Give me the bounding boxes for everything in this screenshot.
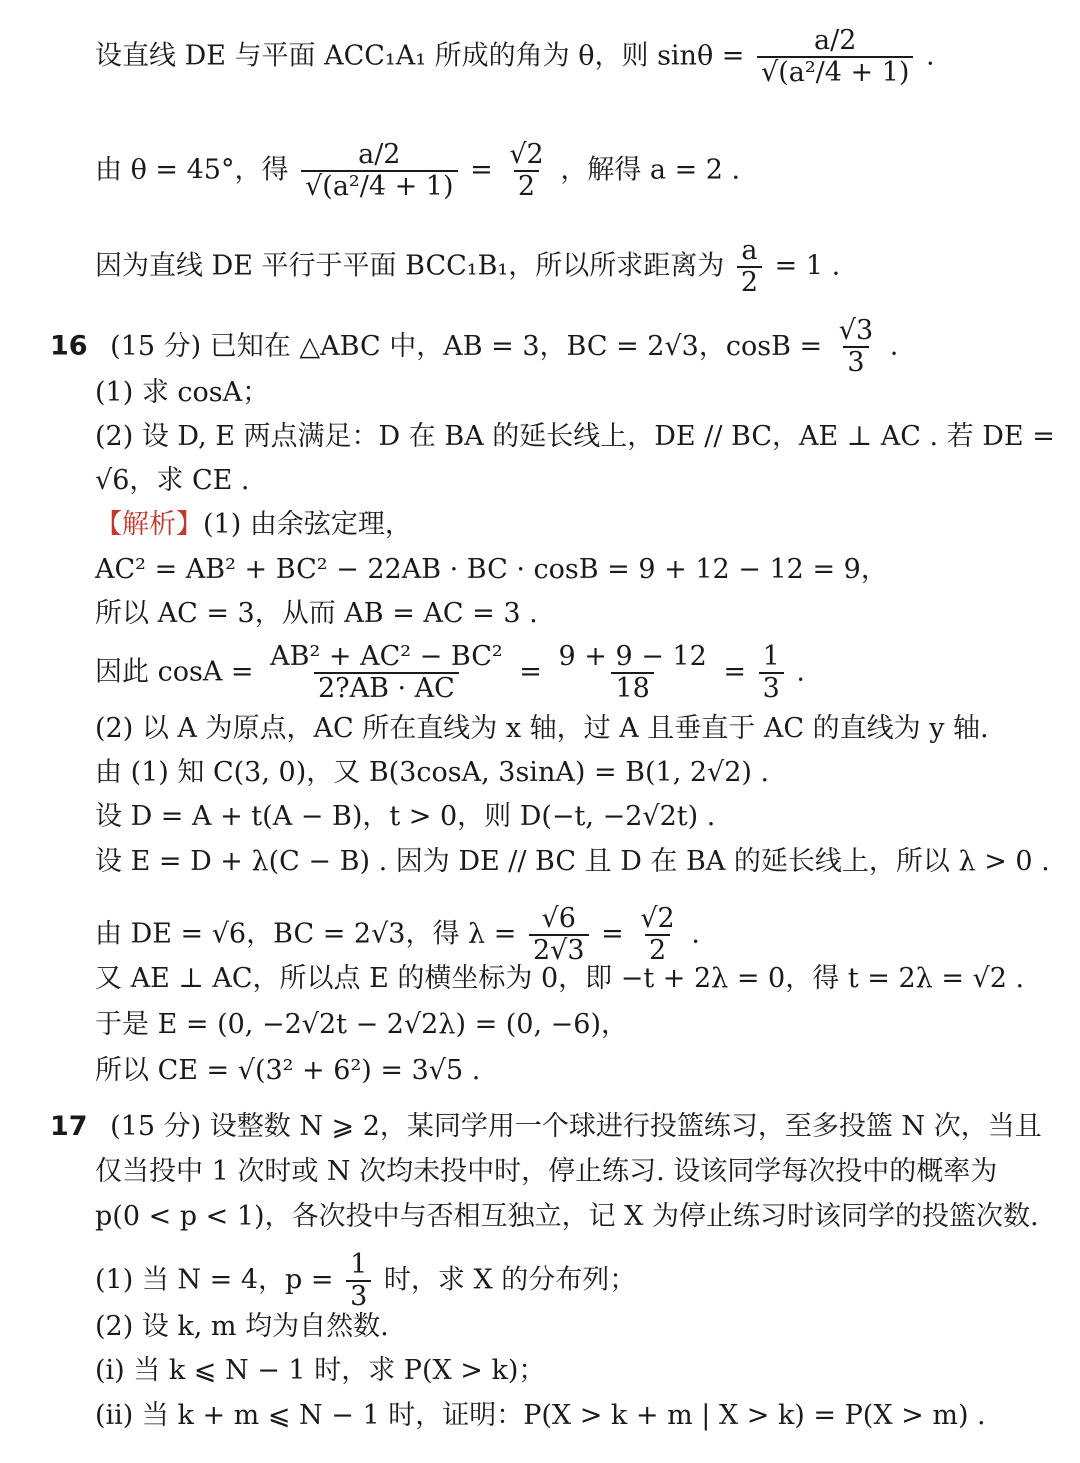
fraction — [636, 904, 678, 966]
solution-tag: 【解析】 — [95, 509, 203, 540]
fraction-numerator: a — [741, 235, 758, 266]
fraction-numerator: √6 — [541, 903, 576, 934]
fraction — [554, 642, 710, 704]
question-17-stem-cont: 仅当投中 1 次时或 N 次均未投中时，停止练习. 设该同学每次投中的概率为 — [95, 1156, 998, 1187]
solution-line: AC² = AB² + BC² − 22AB · BC · cosB = 9 + 12 − 12 = 9， — [95, 554, 888, 585]
fraction-denominator: 18 — [611, 672, 653, 704]
fraction — [757, 26, 913, 88]
question-17-part-2-ii: (ii) 当 k + m ⩽ N − 1 时，证明：P(X > k + m | X > k) = P(X > m) . — [95, 1400, 986, 1431]
fraction-denominator: 2 — [737, 266, 762, 298]
fraction-numerator: 9 + 9 − 12 — [558, 641, 707, 672]
line-text: (1) 当 N = 4，p = — [95, 1264, 334, 1296]
solution-line: 由 (1) 知 C(3, 0)，又 B(3cosA, 3sinA) = B(1, 2√2) . — [95, 757, 770, 788]
equals-sign: = — [723, 656, 746, 688]
question-17-part-1 — [95, 1250, 636, 1312]
fraction-denominator: √(a²/4 + 1) — [757, 56, 913, 88]
fraction-denominator: 2 — [645, 934, 670, 966]
solution-line-lambda — [95, 904, 700, 966]
solution-line: (2) 以 A 为原点，AC 所在直线为 x 轴，过 A 且垂直于 AC 的直线为 y 轴. — [95, 713, 989, 744]
line-end: = 1 . — [774, 250, 841, 282]
fraction-numerator: a/2 — [814, 25, 857, 56]
fraction — [759, 642, 784, 704]
fraction-numerator: 1 — [762, 641, 780, 672]
solution-header — [95, 508, 412, 542]
line-end: ，解得 a = 2 . — [560, 154, 741, 186]
line-end: . — [889, 330, 899, 362]
line-end: . — [926, 40, 935, 72]
fraction-denominator: 3 — [346, 1280, 371, 1312]
question-16-part-1: (1) 求 cosA； — [95, 377, 270, 408]
question-16-part-2-cont: √6，求 CE . — [95, 465, 250, 496]
fraction — [301, 140, 457, 202]
fraction-denominator: 3 — [843, 346, 868, 378]
fraction — [529, 904, 589, 966]
solution-line: 又 AE ⊥ AC，所以点 E 的横坐标为 0，即 −t + 2λ = 0，得 t = 2λ = √2 . — [95, 963, 1025, 994]
fraction — [266, 642, 507, 704]
question-number: 17 — [50, 1111, 88, 1142]
line-text: 因为直线 DE 平行于平面 BCC₁B₁，所以所求距离为 — [95, 250, 725, 282]
equals-sign: = — [519, 656, 542, 688]
line-end: . — [796, 656, 805, 688]
equals-sign: = — [470, 154, 493, 186]
fraction-denominator: 3 — [759, 672, 784, 704]
fraction-denominator: 2?AB · AC — [314, 672, 459, 704]
solution-line: 设 D = A + t(A − B)，t > 0，则 D(−t, −2√2t) . — [95, 801, 716, 832]
solution-line: 所以 AC = 3，从而 AB = AC = 3 . — [95, 598, 538, 629]
line-text: 因此 cosA = — [95, 656, 254, 688]
solution-line: 设 E = D + λ(C − B) . 因为 DE // BC 且 D 在 BA 的延长线上，所以 λ > 0 . — [95, 846, 1050, 877]
fraction-numerator: √2 — [509, 139, 544, 170]
fraction-numerator: 1 — [350, 1249, 368, 1280]
solution-line-cosA — [95, 642, 805, 704]
fraction — [346, 1250, 371, 1312]
question-text: (15 分) 设整数 N ⩾ 2，某同学用一个球进行投篮练习，至多投篮 N 次，当且 — [110, 1111, 1042, 1142]
line-text: 由 θ = 45°，得 — [95, 154, 289, 186]
fraction-numerator: √3 — [838, 315, 874, 346]
fraction-numerator: AB² + AC² − BC² — [270, 641, 503, 672]
line-text: 由 DE = √6，BC = 2√3，得 λ = — [95, 918, 517, 950]
fraction — [505, 140, 547, 202]
solution-line-distance — [95, 236, 840, 298]
question-16-stem — [50, 316, 898, 378]
question-number: 16 — [50, 330, 88, 362]
question-text: (15 分) 已知在 △ABC 中，AB = 3，BC = 2√3，cosB = — [110, 330, 823, 362]
fraction-denominator: √(a²/4 + 1) — [301, 170, 457, 202]
question-17-part-2-i: (i) 当 k ⩽ N − 1 时，求 P(X > k)； — [95, 1355, 546, 1386]
fraction-numerator: √2 — [640, 903, 675, 934]
solution-line: 所以 CE = √(3² + 6²) = 3√5 . — [95, 1055, 481, 1086]
question-17-stem — [50, 1110, 1042, 1144]
fraction-denominator: 2√3 — [529, 934, 589, 966]
solution-text: (1) 由余弦定理， — [203, 509, 412, 540]
question-17-stem-cont: p(0 < p < 1)，各次投中与否相互独立，记 X 为停止练习时该同学的投篮次数. — [95, 1201, 1039, 1232]
solution-line: 于是 E = (0, −2√2t − 2√2λ) = (0, −6)， — [95, 1009, 628, 1040]
fraction — [835, 316, 877, 378]
line-text: 设直线 DE 与平面 ACC₁A₁ 所成的角为 θ，则 sinθ = — [95, 40, 745, 72]
equals-sign: = — [601, 918, 624, 950]
solution-line-theta-45 — [95, 140, 740, 202]
line-end: . — [691, 918, 700, 950]
question-16-part-2: (2) 设 D, E 两点满足：D 在 BA 的延长线上，DE // BC，AE ⊥ AC . 若 DE = — [95, 421, 1055, 452]
line-text: 时，求 X 的分布列； — [383, 1264, 637, 1296]
solution-line-sin-theta — [95, 26, 935, 88]
question-17-part-2: (2) 设 k, m 均为自然数. — [95, 1311, 389, 1342]
fraction — [737, 236, 762, 298]
fraction-denominator: 2 — [514, 170, 539, 202]
fraction-numerator: a/2 — [358, 139, 401, 170]
